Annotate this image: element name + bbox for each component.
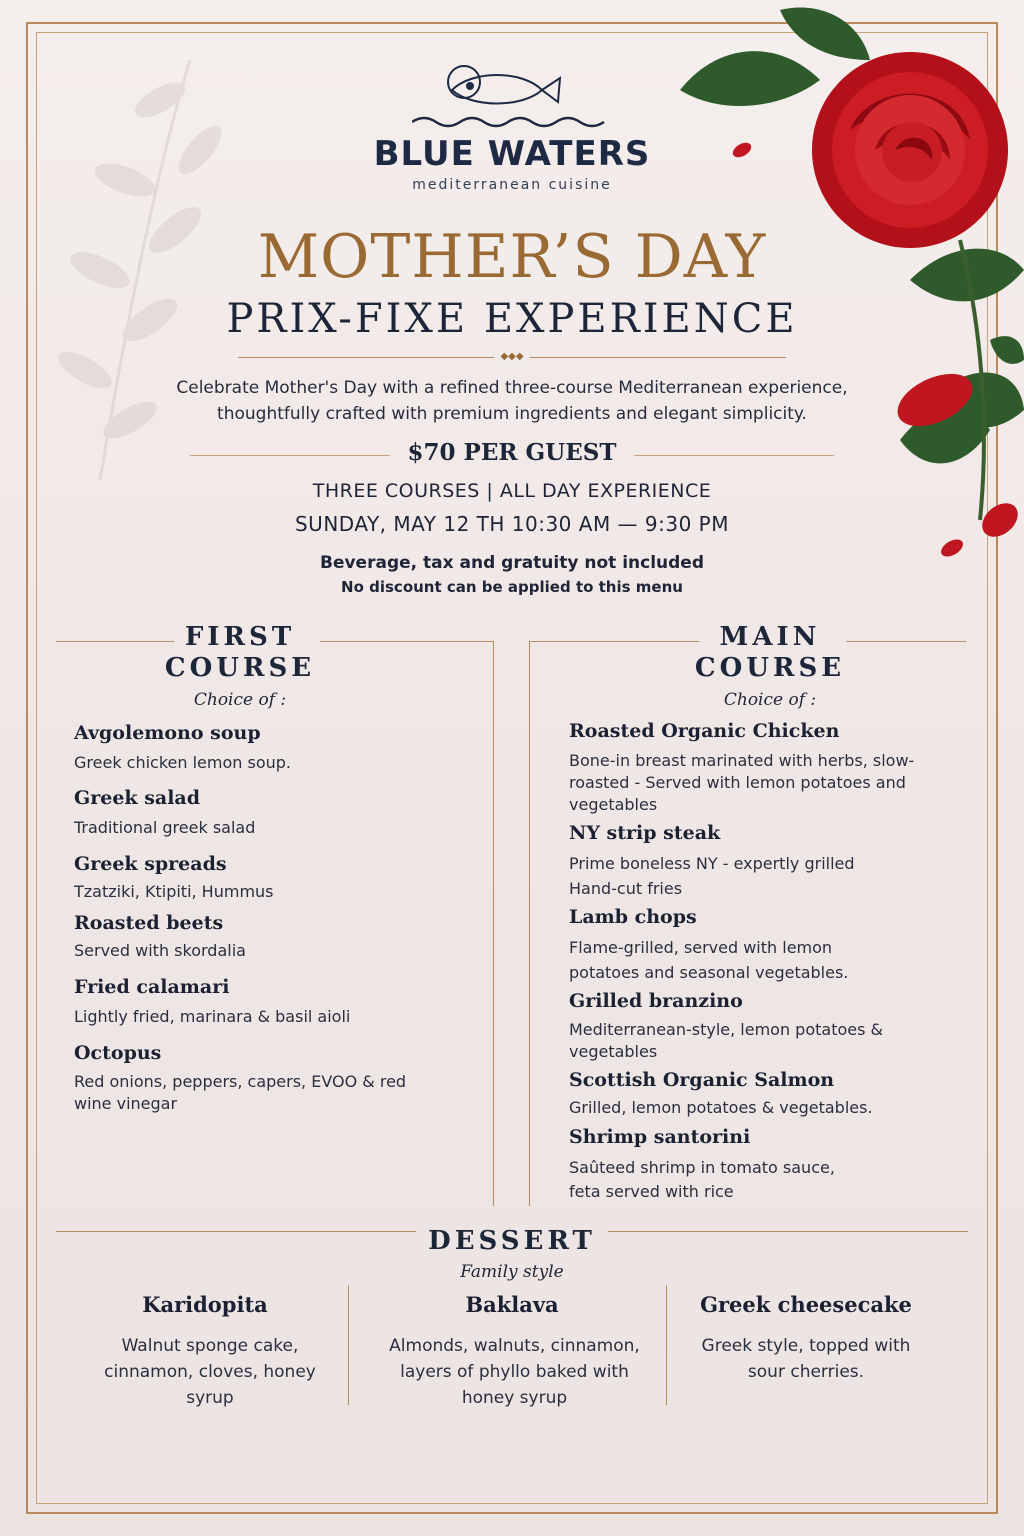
dessert-heading: DESSERT xyxy=(428,1226,596,1256)
page-subtitle: PRIX-FIXE EXPERIENCE xyxy=(226,296,798,342)
main-item-name: Scottish Organic Salmon xyxy=(569,1069,835,1091)
first-course-choice: Choice of : xyxy=(193,690,287,710)
brand-tagline: mediterranean cuisine xyxy=(412,177,612,193)
page-title: MOTHER’S DAY xyxy=(257,222,767,292)
main-item-name: Lamb chops xyxy=(569,906,697,928)
main-item-desc: Mediterranean-style, lemon potatoes & vegetables xyxy=(569,1020,884,1061)
courses-info: THREE COURSES | ALL DAY EXPERIENCE xyxy=(312,480,712,502)
main-item-name: Roasted Organic Chicken xyxy=(569,720,840,742)
first-item-name: Fried calamari xyxy=(74,976,230,998)
date-info: SUNDAY, MAY 12 TH 10:30 AM — 9:30 PM xyxy=(294,512,729,536)
main-item-name: Shrimp santorini xyxy=(569,1126,751,1148)
main-item-name: Grilled branzino xyxy=(569,990,743,1012)
first-item-desc: Greek chicken lemon soup. xyxy=(74,753,292,772)
diamond-divider-icon: ◆◆◆ xyxy=(494,351,530,363)
first-rule-right xyxy=(320,641,494,642)
first-item-name: Octopus xyxy=(74,1042,162,1064)
dessert-item-name: Baklava xyxy=(465,1292,559,1317)
dessert-item-desc: Greek style, topped with sour cherries. xyxy=(701,1336,911,1382)
main-column-rule xyxy=(529,641,530,1206)
first-item-name: Greek spreads xyxy=(74,853,227,875)
first-item-desc: Lightly fried, marinara & basil aioli xyxy=(74,1007,351,1026)
main-course-heading: MAIN COURSE xyxy=(694,622,846,683)
price: $70 PER GUEST xyxy=(407,439,617,466)
first-item-desc: Served with skordalia xyxy=(74,941,246,960)
main-item-desc: Bone-in breast marinated with herbs, slow-roasted - Served with lemon potatoes and vegetables xyxy=(569,751,915,814)
first-item-name: Roasted beets xyxy=(74,912,224,934)
dessert-item-desc: Almonds, walnuts, cinnamon, layers of phyllo baked with honey syrup xyxy=(389,1336,640,1408)
first-course-heading: FIRST COURSE xyxy=(164,622,316,683)
note-discount: No discount can be applied to this menu xyxy=(341,578,683,596)
dessert-item-name: Greek cheesecake xyxy=(700,1292,912,1317)
main-item-desc: Prime boneless NY - expertly grilled Hand-cut fries xyxy=(569,854,855,898)
fish-logo-icon xyxy=(412,60,612,132)
wave-icon xyxy=(412,118,604,126)
first-item-name: Avgolemono soup xyxy=(74,722,261,744)
note-beverage: Beverage, tax and gratuity not included xyxy=(319,553,704,573)
intro-text: Celebrate Mother's Day with a refined three-course Mediterranean experience, thoughtfully crafted with premium ingredients and elegant simplicity. xyxy=(176,378,848,424)
main-item-desc: Saûteed shrimp in tomato sauce, feta served with rice xyxy=(569,1158,835,1201)
main-item-desc: Flame-grilled, served with lemon potatoes and seasonal vegetables. xyxy=(569,938,849,982)
first-column-rule xyxy=(493,641,494,1206)
main-course-choice: Choice of : xyxy=(723,690,817,710)
brand-name: BLUE WATERS xyxy=(373,134,651,174)
main-item-name: NY strip steak xyxy=(569,822,721,844)
first-item-desc: Traditional greek salad xyxy=(74,818,256,837)
first-item-desc: Tzatziki, Ktipiti, Hummus xyxy=(74,882,274,901)
dessert-subtitle: Family style xyxy=(460,1262,564,1282)
dessert-divider xyxy=(666,1285,667,1405)
first-item-desc: Red onions, peppers, capers, EVOO & red wine vinegar xyxy=(74,1072,407,1113)
first-item-name: Greek salad xyxy=(74,787,201,809)
dessert-item-name: Karidopita xyxy=(142,1292,268,1317)
main-item-desc: Grilled, lemon potatoes & vegetables. xyxy=(569,1098,873,1117)
dessert-item-desc: Walnut sponge cake, cinnamon, cloves, honey syrup xyxy=(104,1336,316,1408)
